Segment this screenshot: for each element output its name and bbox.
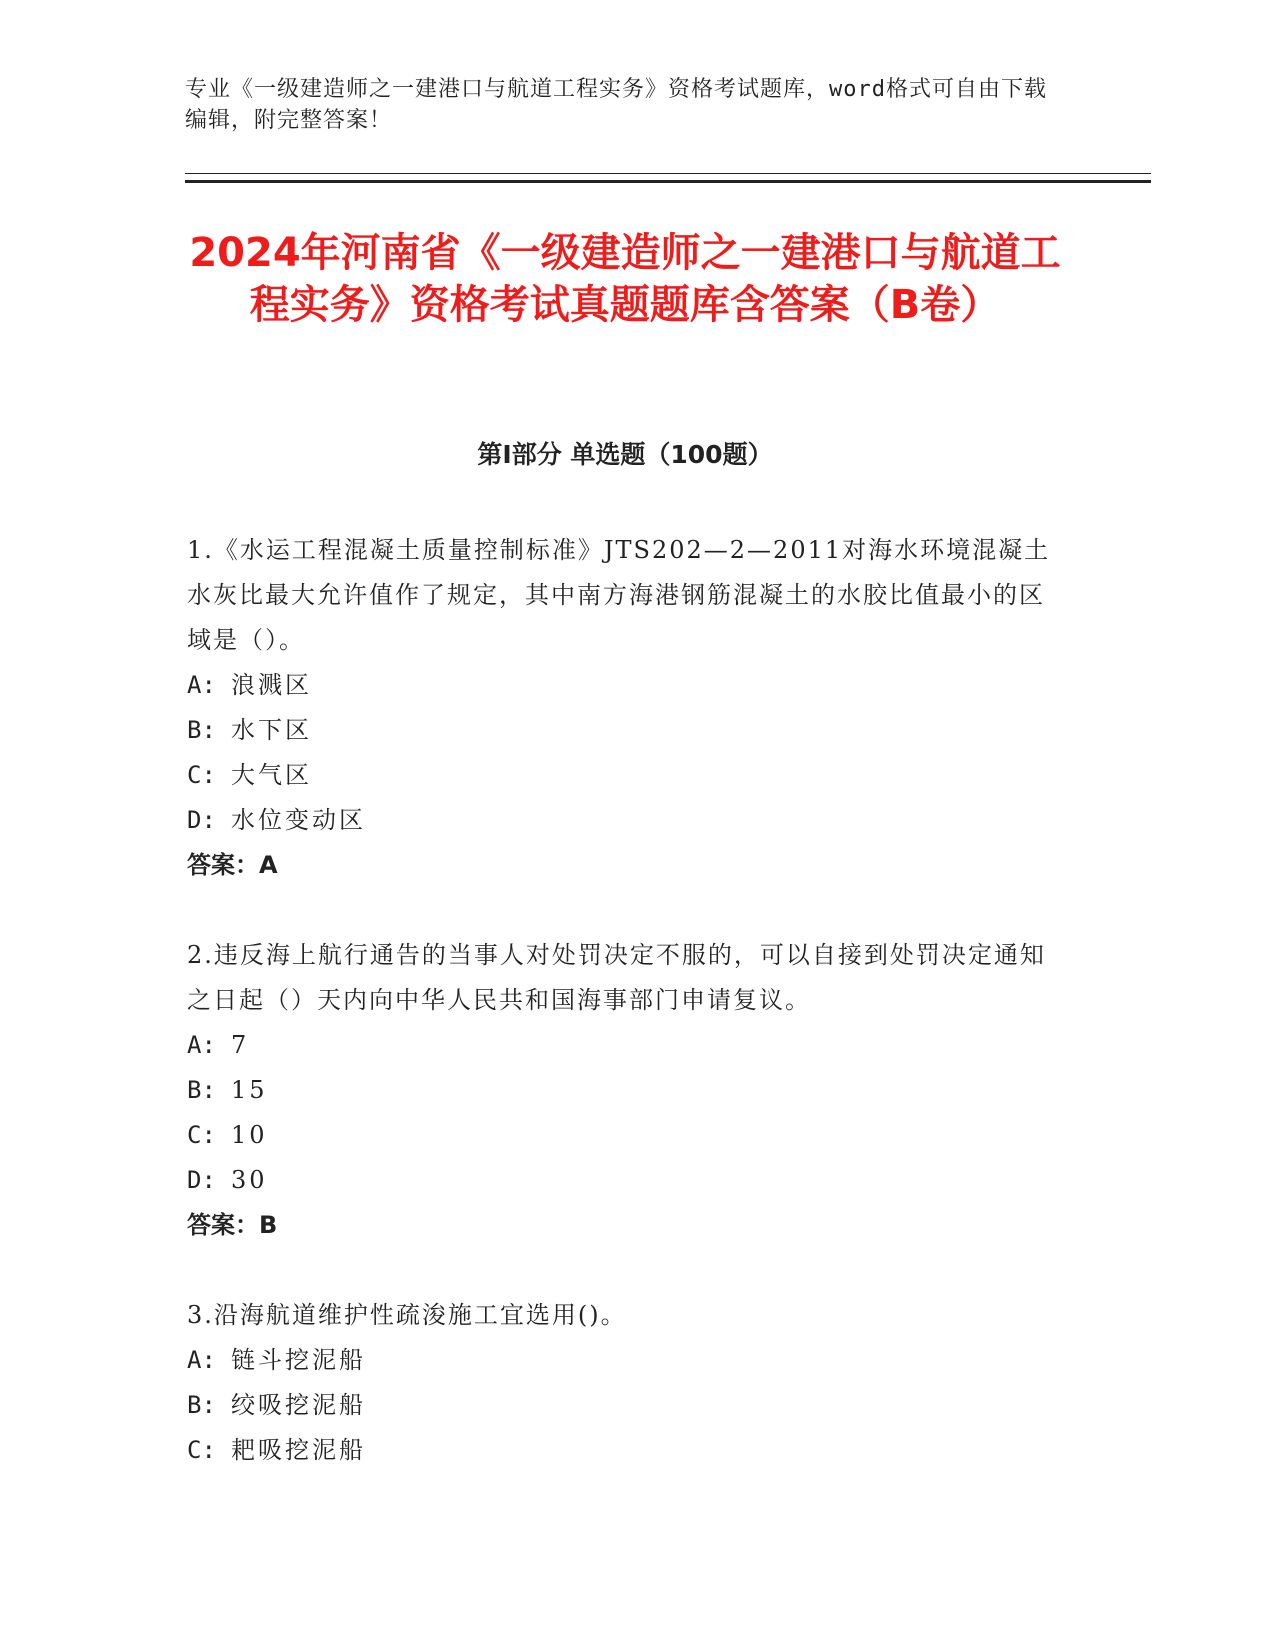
header-rule-thin [185,173,1151,174]
option-letter: B: [187,716,216,744]
option-a [187,663,1067,708]
option-b [187,708,1067,753]
option-c [187,753,1067,798]
option-text: 水位变动区 [231,806,366,834]
option-letter: A: [187,1346,216,1374]
option-letter: A: [187,671,216,699]
answer-line: 答案：B [187,1211,278,1239]
option-letter: B: [187,1391,216,1419]
question-list [187,528,1067,1473]
header-rule-thick [185,180,1151,183]
option-letter: C: [187,1121,216,1149]
question-stem: 1.《水运工程混凝土质量控制标准》JTS202—2—2011对海水环境混凝土水灰比最大允许值作了规定，其中南方海港钢筋混凝土的水胶比值最小的区域是（）。 [187,536,1051,654]
option-text: 7 [231,1031,250,1059]
option-letter: A: [187,1031,216,1059]
question-stem: 3.沿海航道维护性疏浚施工宜选用()。 [187,1301,627,1329]
option-text: 30 [231,1166,268,1194]
option-a [187,1338,1067,1383]
header-note: 专业《一级建造师之一建港口与航道工程实务》资格考试题库，word格式可自由下载编辑，附完整答案！ [185,77,1047,133]
option-text: 水下区 [231,716,312,744]
question-1 [187,528,1067,888]
option-text: 大气区 [231,761,312,789]
option-letter: D: [187,1166,216,1194]
answer-line: 答案：A [187,851,278,879]
option-c [187,1428,1067,1473]
option-text: 耙吸挖泥船 [231,1436,366,1464]
option-text: 链斗挖泥船 [231,1346,366,1374]
option-text: 绞吸挖泥船 [231,1391,366,1419]
document-title: 2024年河南省《一级建造师之一建港口与航道工程实务》资格考试真题题库含答案（B卷） [189,230,1061,328]
option-letter: D: [187,806,216,834]
question-spacer [187,888,1067,933]
option-b [187,1068,1067,1113]
part-heading: 第I部分 单选题（100题） [477,440,773,469]
option-d [187,1158,1067,1203]
option-b [187,1383,1067,1428]
option-text: 10 [231,1121,268,1149]
option-text: 15 [231,1076,268,1104]
option-letter: B: [187,1076,216,1104]
question-spacer [187,1248,1067,1293]
question-3 [187,1293,1067,1473]
option-a [187,1023,1067,1068]
question-2 [187,933,1067,1248]
option-d [187,798,1067,843]
option-letter: C: [187,761,216,789]
question-stem: 2.违反海上航行通告的当事人对处罚决定不服的，可以自接到处罚决定通知之日起（）天内向中华人民共和国海事部门申请复议。 [187,941,1046,1014]
option-c [187,1113,1067,1158]
option-text: 浪溅区 [231,671,312,699]
option-letter: C: [187,1436,216,1464]
